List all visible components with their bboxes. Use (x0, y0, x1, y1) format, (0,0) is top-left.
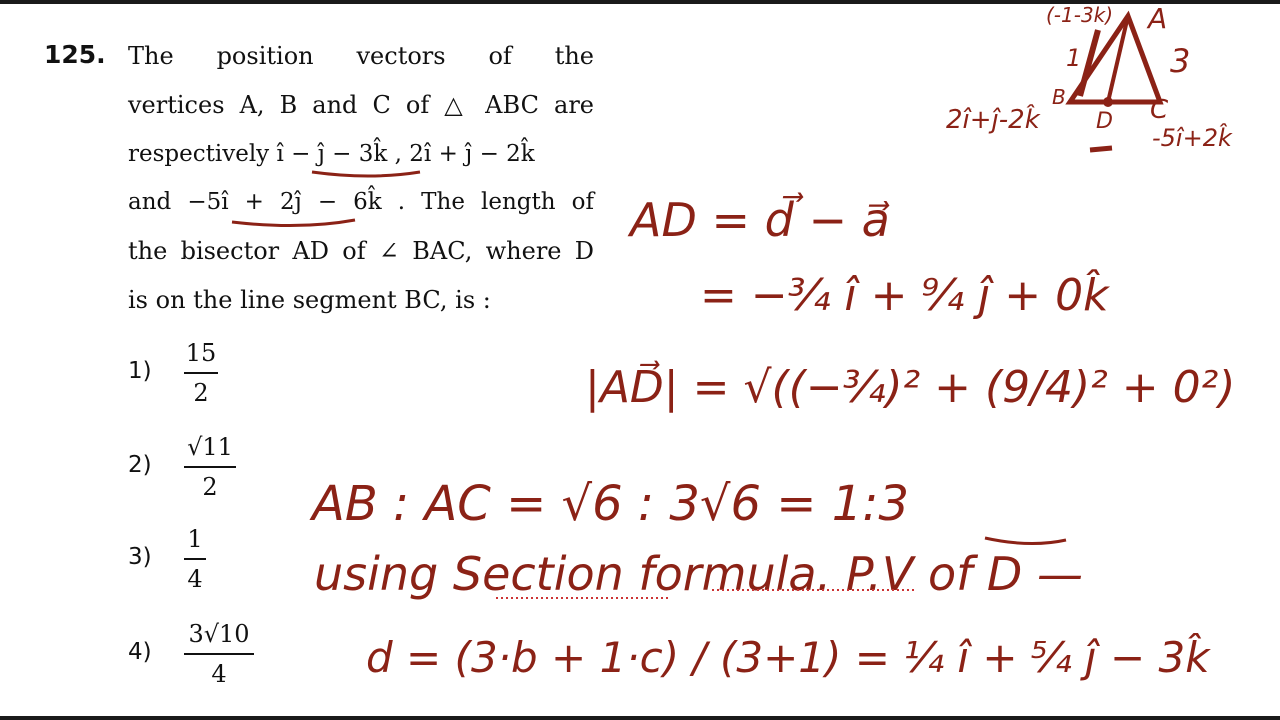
label-side-ac: 3 (1170, 42, 1191, 80)
question-line-3: respectively î − ĵ − 3k̂ , 2î + ĵ − 2k̂ (128, 141, 535, 167)
option-1-label: 1) (128, 358, 152, 384)
bottom-border (0, 716, 1280, 720)
ink-ad-magnitude: |AD⃗| = √((−¾)² + (9/4)² + 0²) (585, 362, 1236, 413)
label-pv-c: -5î+2k̂ (1152, 124, 1232, 152)
underline-ratio (985, 538, 1066, 544)
option-2-denominator: 2 (202, 473, 218, 501)
ink-ratio: AB : AC = √6 : 3√6 = 1:3 (312, 476, 909, 532)
triangle-diagram (946, 2, 1233, 152)
label-pv-a: (-1-3k) (1046, 3, 1114, 27)
option-4-denominator: 4 (211, 660, 227, 688)
question-line-1: The position vectors of the (128, 42, 594, 70)
question-line-2: vertices A, B and C of △ ABC are (128, 91, 594, 119)
label-vertex-b: B (1052, 85, 1066, 109)
question-line-4: and −5î + 2ĵ − 6k̂ . The length of (128, 189, 594, 215)
option-3-numerator: 1 (187, 525, 203, 553)
diagram-mark (1090, 148, 1112, 150)
option-4-label: 4) (128, 639, 152, 665)
label-vertex-a: A (1148, 2, 1168, 35)
underline-vector-a (312, 172, 420, 176)
ink-ad-definition: AD = d⃗ − a⃗ (630, 193, 890, 247)
question-line-6: is on the line segment BC, is : (128, 286, 491, 314)
underline-vector-c (232, 220, 355, 226)
option-2-label: 2) (128, 452, 152, 478)
ink-d-formula: d = (3·b + 1·c) / (3+1) = ¼ î + ⁵⁄₄ ĵ − 3k̂ (366, 633, 1210, 682)
option-2-numerator: √11 (187, 433, 233, 461)
option-3-denominator: 4 (187, 565, 203, 593)
question-number: 125. (44, 40, 106, 69)
label-vertex-c: C (1150, 95, 1169, 125)
label-side-ab: 1 (1066, 44, 1082, 72)
question-line-5: the bisector AD of ∠ BAC, where D (128, 237, 594, 265)
ink-section-formula: using Section formula. P.V of D — (314, 547, 1083, 601)
option-4-numerator: 3√10 (188, 620, 250, 648)
label-pv-b: 2î+ĵ-2k̂ (946, 105, 1040, 135)
option-1-denominator: 2 (193, 379, 209, 407)
point-d-dot (1103, 97, 1113, 107)
ink-ad-value: = −¾ î + ⁹⁄₄ ĵ + 0k̂ (700, 270, 1109, 321)
option-1-numerator: 15 (185, 339, 217, 367)
option-3-label: 3) (128, 544, 152, 570)
label-point-d: D (1096, 109, 1113, 134)
